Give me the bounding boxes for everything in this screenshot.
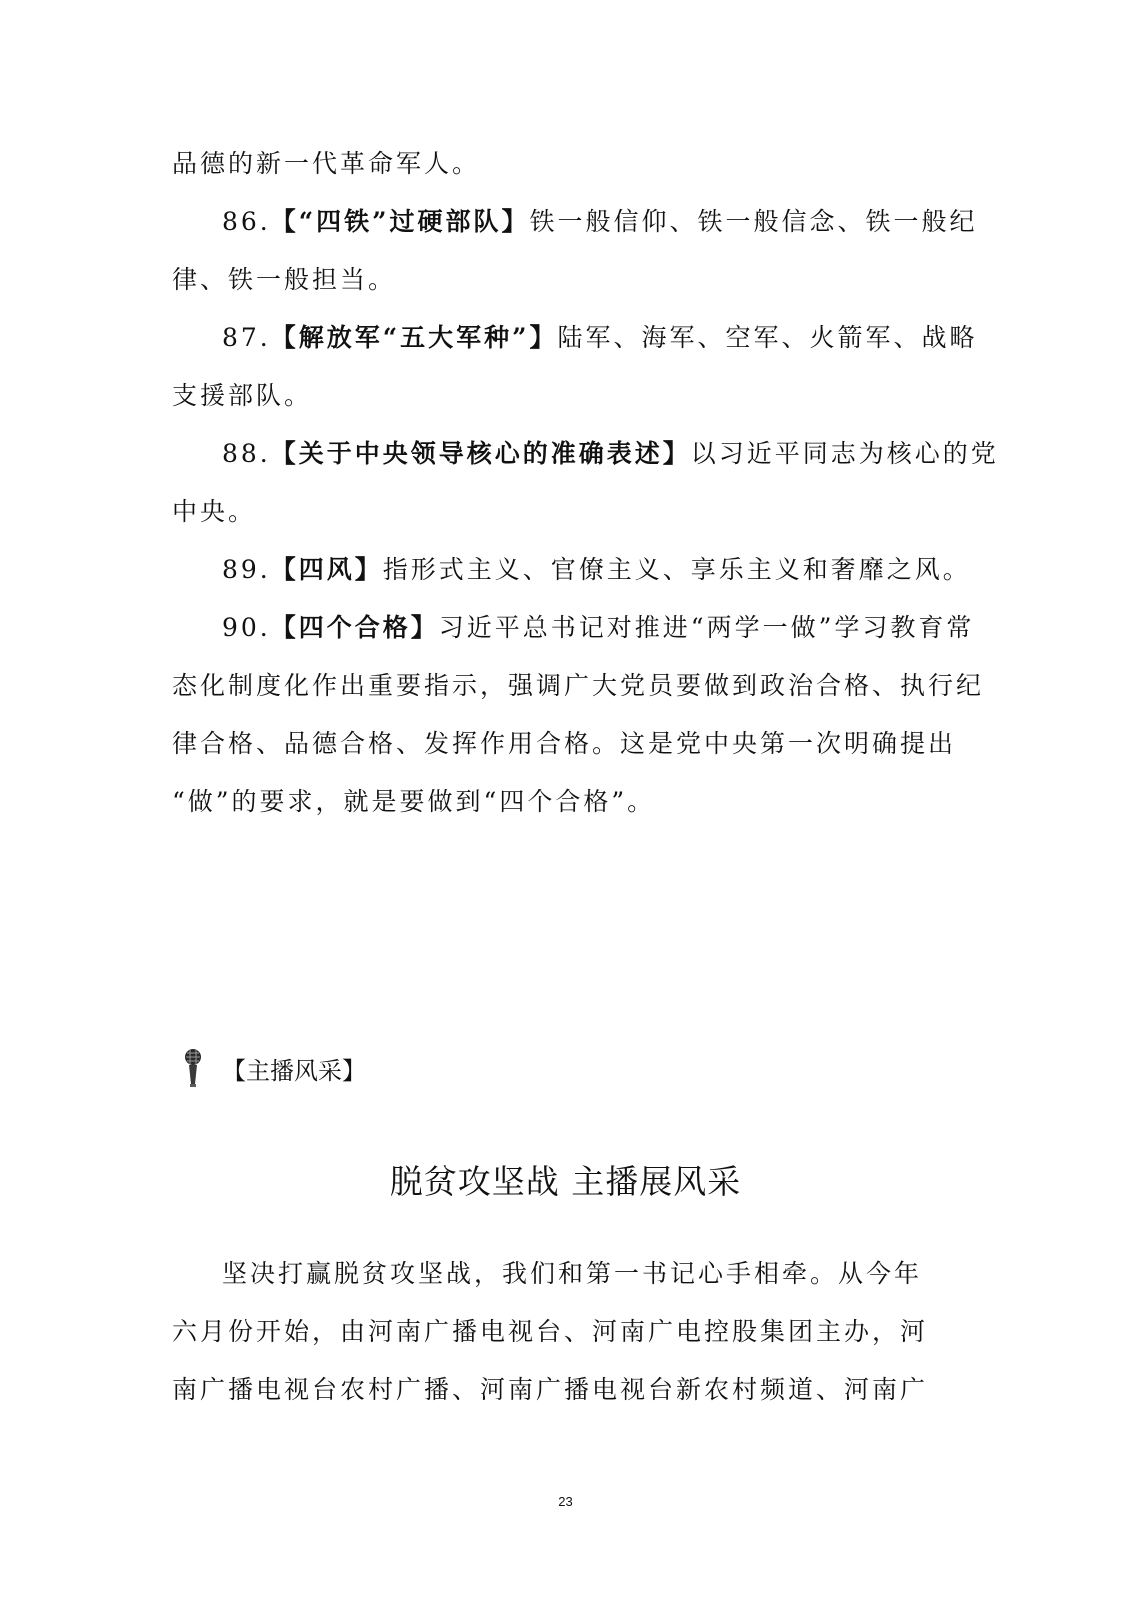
article-paragraph-line: 六月份开始，由河南广播电视台、河南广电控股集团主办，河 (172, 1317, 929, 1346)
list-item-86-continued: 律、铁一般担当。 (172, 265, 397, 294)
item-number: 90. (222, 613, 271, 642)
article-paragraph-line: 坚决打赢脱贫攻坚战，我们和第一书记心手相牵。从今年 (222, 1259, 923, 1288)
list-item-90-continued: 律合格、品德合格、发挥作用合格。这是党中央第一次明确提出 (172, 729, 957, 758)
list-item-90-continued: “做”的要求，就是要做到“四个合格”。 (172, 787, 656, 816)
list-item-90-continued: 态化制度化作出重要指示，强调广大党员要做到政治合格、执行纪 (172, 671, 985, 700)
section-label (180, 1048, 366, 1088)
item-term: 【四风】 (270, 555, 383, 584)
list-item-86 (222, 206, 978, 238)
section-label-text: 【主播风采】 (222, 1056, 366, 1085)
article-title: 脱贫攻坚战 主播展风采 (389, 1162, 742, 1201)
continuation-text: 品德的新一代革命军人。 (172, 149, 481, 178)
item-number: 86. (222, 207, 271, 236)
list-item-88-continued: 中央。 (172, 497, 257, 526)
list-item-90 (222, 612, 974, 644)
item-number: 88. (222, 439, 271, 468)
article-paragraph-line: 南广播电视台农村广播、河南广播电视台新农村频道、河南广 (172, 1375, 929, 1404)
item-text: 习近平总书记对推进“两学一做”学习教育常 (438, 613, 975, 642)
item-number: 89. (222, 555, 271, 584)
item-term: 【四个合格】 (270, 613, 439, 642)
item-term: 【关于中央领导核心的准确表述】 (270, 439, 691, 468)
item-term: 【解放军“五大军种”】 (270, 323, 558, 352)
list-item-87-continued: 支援部队。 (172, 381, 313, 410)
list-item-88 (222, 438, 999, 470)
list-item-87 (222, 322, 978, 354)
item-term: 【“四铁”过硬部队】 (270, 207, 530, 236)
item-text: 以习近平同志为核心的党 (690, 439, 999, 468)
microphone-icon (180, 1048, 206, 1088)
item-number: 87. (222, 323, 271, 352)
item-text: 铁一般信仰、铁一般信念、铁一般纪 (529, 207, 978, 236)
page-number: 23 (558, 1494, 573, 1509)
item-text: 陆军、海军、空军、火箭军、战略 (557, 323, 978, 352)
list-item-89 (222, 554, 971, 586)
item-text: 指形式主义、官僚主义、享乐主义和奢靡之风。 (382, 555, 971, 584)
